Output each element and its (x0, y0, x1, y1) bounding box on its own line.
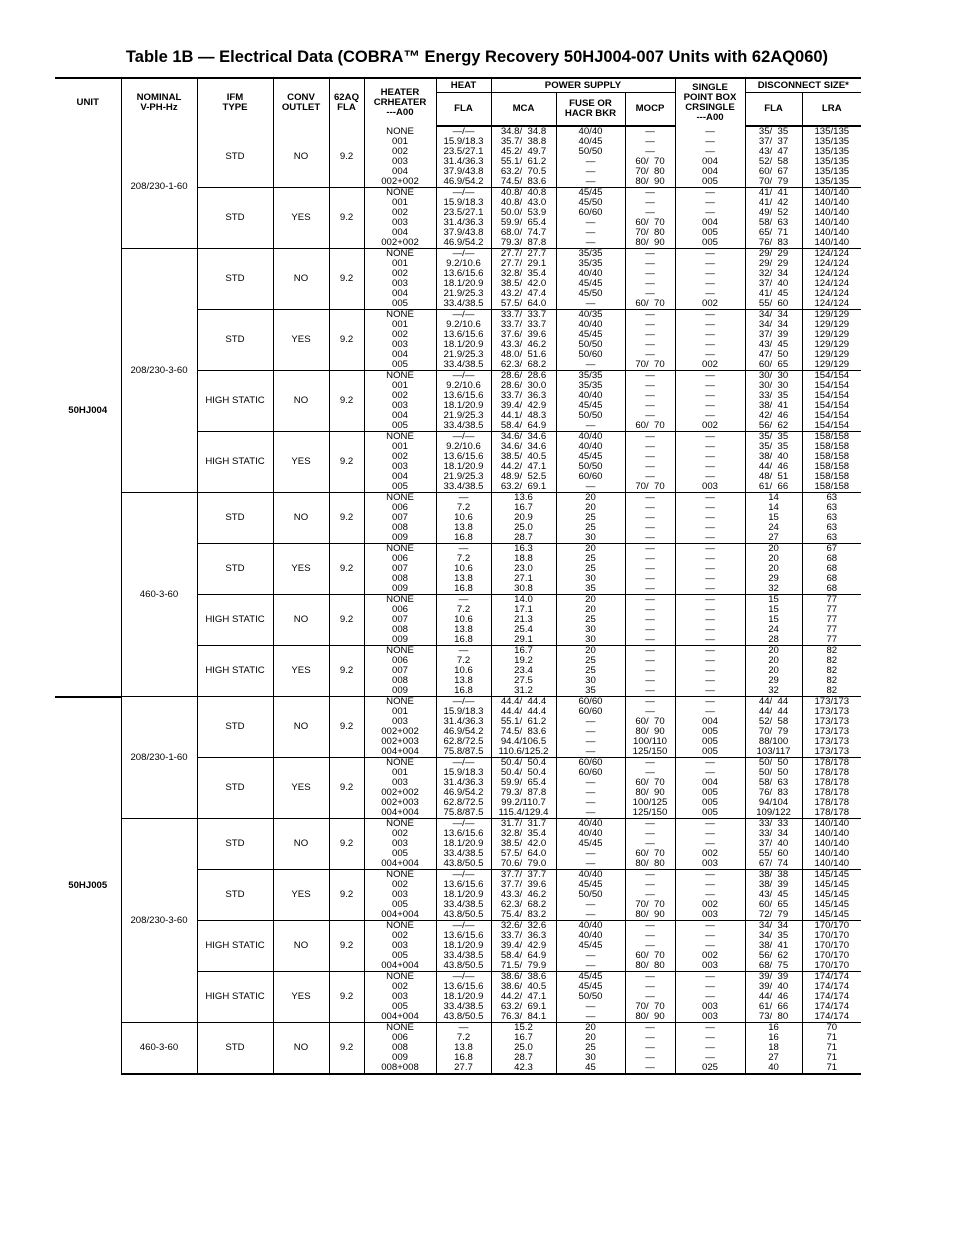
mca-cell: 16.3 18.8 23.0 27.1 30.8 (491, 544, 556, 595)
header-heat: HEAT (436, 78, 491, 93)
heat-fla-cell: —/— 15.9/18.3 31.4/36.3 46.9/54.2 62.8/72.5 75.8/87.5 (436, 697, 491, 758)
ifm-type-cell: STD (197, 249, 273, 310)
heat-fla-cell: —/— 15.9/18.3 31.4/36.3 46.9/54.2 62.8/72.5 75.8/87.5 (436, 758, 491, 819)
fuse-hacr-cell: 45/45 45/45 50/50 — — (556, 972, 625, 1023)
single-point-box-cell: — — — 002 003 (675, 870, 745, 921)
header-disconnect: DISCONNECT SIZE* (745, 78, 861, 93)
single-point-box-cell: — — — — — 003 (675, 432, 745, 493)
mocp-cell: — — — — — (625, 646, 675, 697)
conv-outlet-cell: NO (273, 371, 329, 432)
single-point-box-cell: — — — 004 005 005 (675, 188, 745, 249)
heat-fla-cell: —/— 9.2/10.6 13.6/15.6 18.1/20.9 21.9/25.3 33.4/38.5 (436, 310, 491, 371)
mocp-cell: — — — — — (625, 595, 675, 646)
ifm-type-cell: STD (197, 870, 273, 921)
conv-outlet-cell: YES (273, 544, 329, 595)
mocp-cell: — — — — — 70/ 70 (625, 432, 675, 493)
heater-cell: NONE 001 002 003 004 005 (364, 249, 436, 310)
lra-cell: 124/124 124/124 124/124 124/124 124/124 124/124 (802, 249, 861, 310)
disconnect-fla-cell: 35/ 35 35/ 35 38/ 40 44/ 46 48/ 51 61/ 66 (745, 432, 802, 493)
header-lra: LRA (802, 93, 861, 127)
aq-fla-cell: 9.2 (329, 249, 364, 310)
mocp-cell: — — — 70/ 70 80/ 90 (625, 972, 675, 1023)
heater-cell: NONE 006 007 008 009 (364, 544, 436, 595)
heater-cell: NONE 001 003 002+002 002+003 004+004 (364, 697, 436, 758)
lra-cell: 140/140 140/140 140/140 140/140 140/140 (802, 819, 861, 870)
lra-cell: 77 77 77 77 77 (802, 595, 861, 646)
mocp-cell: — — — 60/ 70 80/ 80 (625, 819, 675, 870)
disconnect-fla-cell: 38/ 38 38/ 39 43/ 45 60/ 65 72/ 79 (745, 870, 802, 921)
heater-cell: NONE 006 008 009 008+008 (364, 1023, 436, 1075)
single-point-box-cell: — — — — — (675, 493, 745, 544)
heater-cell: NONE 001 002 003 004 005 (364, 310, 436, 371)
table-row (55, 697, 861, 758)
single-point-box-cell: — — 004 005 005 005 (675, 758, 745, 819)
mocp-cell: — — — — — 70/ 70 (625, 310, 675, 371)
conv-outlet-cell: YES (273, 432, 329, 493)
single-point-box-cell: — — — — — 002 (675, 310, 745, 371)
mca-cell: 32.6/ 32.6 33.7/ 36.3 39.4/ 42.9 58.4/ 64.9 71.5/ 79.9 (491, 921, 556, 972)
header-ifm: IFM TYPE (197, 78, 273, 126)
lra-cell: 135/135 135/135 135/135 135/135 135/135 135/135 (802, 126, 861, 188)
heat-fla-cell: — 7.2 10.6 13.8 16.8 (436, 595, 491, 646)
single-point-box-cell: — — — — — (675, 544, 745, 595)
mca-cell: 50.4/ 50.4 50.4/ 50.4 59.9/ 65.4 79.3/ 87.8 99.2/110.7 115.4/129.4 (491, 758, 556, 819)
heater-cell: NONE 001 002 003 004 002+002 (364, 188, 436, 249)
heat-fla-cell: —/— 13.6/15.6 18.1/20.9 33.4/38.5 43.8/50.5 (436, 870, 491, 921)
lra-cell: 63 63 63 63 63 (802, 493, 861, 544)
lra-cell: 158/158 158/158 158/158 158/158 158/158 158/158 (802, 432, 861, 493)
electrical-data-table (55, 77, 861, 1075)
mocp-cell: — — — — — (625, 493, 675, 544)
aq-fla-cell: 9.2 (329, 432, 364, 493)
conv-outlet-cell: NO (273, 1023, 329, 1075)
aq-fla-cell: 9.2 (329, 188, 364, 249)
single-point-box-cell: — — — 002 003 (675, 819, 745, 870)
header-heat-fla: FLA (436, 93, 491, 127)
lra-cell: 145/145 145/145 145/145 145/145 145/145 (802, 870, 861, 921)
aq-fla-cell: 9.2 (329, 972, 364, 1023)
conv-outlet-cell: NO (273, 493, 329, 544)
aq-fla-cell: 9.2 (329, 758, 364, 819)
mca-cell: 27.7/ 27.7 27.7/ 29.1 32.8/ 35.4 38.5/ 42.0 43.2/ 47.4 57.5/ 64.0 (491, 249, 556, 310)
unit-cell: 50HJ004 (55, 126, 121, 697)
mca-cell: 16.7 19.2 23.4 27.5 31.2 (491, 646, 556, 697)
heat-fla-cell: —/— 13.6/15.6 18.1/20.9 33.4/38.5 43.8/50.5 (436, 972, 491, 1023)
aq-fla-cell: 9.2 (329, 371, 364, 432)
single-point-box-cell: — — — — — (675, 595, 745, 646)
disconnect-fla-cell: 29/ 29 29/ 29 32/ 34 37/ 40 41/ 45 55/ 60 (745, 249, 802, 310)
fuse-hacr-cell: 40/40 45/45 50/50 — — (556, 870, 625, 921)
heat-fla-cell: — 7.2 10.6 13.8 16.8 (436, 493, 491, 544)
table-row (55, 819, 861, 870)
heater-cell: NONE 001 002 003 004 005 (364, 432, 436, 493)
header-single-point: SINGLE POINT BOX CRSINGLE ---A00 (675, 78, 745, 126)
mocp-cell: — — — — — 60/ 70 (625, 249, 675, 310)
heater-cell: NONE 002 003 005 004+004 (364, 921, 436, 972)
fuse-hacr-cell: 40/40 40/45 50/50 — — — (556, 126, 625, 188)
mocp-cell: — — — — — (625, 1023, 675, 1075)
mca-cell: 28.6/ 28.6 28.6/ 30.0 33.7/ 36.3 39.4/ 42.9 44.1/ 48.3 58.4/ 64.9 (491, 371, 556, 432)
lra-cell: 173/173 173/173 173/173 173/173 173/173 173/173 (802, 697, 861, 758)
table-body (55, 126, 861, 1074)
lra-cell: 67 68 68 68 68 (802, 544, 861, 595)
heater-cell: NONE 002 003 005 004+004 (364, 972, 436, 1023)
conv-outlet-cell: NO (273, 697, 329, 758)
lra-cell: 170/170 170/170 170/170 170/170 170/170 (802, 921, 861, 972)
header-mca: MCA (491, 93, 556, 127)
ifm-type-cell: STD (197, 310, 273, 371)
aq-fla-cell: 9.2 (329, 544, 364, 595)
ifm-type-cell: STD (197, 126, 273, 188)
lra-cell: 129/129 129/129 129/129 129/129 129/129 129/129 (802, 310, 861, 371)
fuse-hacr-cell: 20 25 25 30 35 (556, 544, 625, 595)
lra-cell: 70 71 71 71 71 (802, 1023, 861, 1075)
header-power-supply: POWER SUPPLY (491, 78, 675, 93)
lra-cell: 174/174 174/174 174/174 174/174 174/174 (802, 972, 861, 1023)
aq-fla-cell: 9.2 (329, 870, 364, 921)
ifm-type-cell: STD (197, 188, 273, 249)
heat-fla-cell: — 7.2 10.6 13.8 16.8 (436, 544, 491, 595)
disconnect-fla-cell: 33/ 33 33/ 34 37/ 40 55/ 60 67/ 74 (745, 819, 802, 870)
conv-outlet-cell: NO (273, 595, 329, 646)
conv-outlet-cell: YES (273, 972, 329, 1023)
disconnect-fla-cell: 16 16 18 27 40 (745, 1023, 802, 1075)
voltage-cell: 208/230-1-60 (121, 126, 197, 249)
ifm-type-cell: STD (197, 819, 273, 870)
fuse-hacr-cell: 45/45 45/50 60/60 — — — (556, 188, 625, 249)
mca-cell: 33.7/ 33.7 33.7/ 33.7 37.6/ 39.6 43.3/ 46.2 48.0/ 51.6 62.3/ 68.2 (491, 310, 556, 371)
table-title: Table 1B — Electrical Data (COBRA™ Energy Recovery 50HJ004-007 Units with 62AQ060) (125, 48, 829, 66)
disconnect-fla-cell: 15 15 15 24 28 (745, 595, 802, 646)
conv-outlet-cell: YES (273, 758, 329, 819)
heater-cell: NONE 002 003 005 004+004 (364, 819, 436, 870)
conv-outlet-cell: YES (273, 188, 329, 249)
mocp-cell: — — — 60/ 70 70/ 80 80/ 90 (625, 188, 675, 249)
heater-cell: NONE 006 007 008 009 (364, 646, 436, 697)
header-fuse: FUSE OR HACR BKR (556, 93, 625, 127)
fuse-hacr-cell: 40/40 40/40 45/45 50/50 60/60 — (556, 432, 625, 493)
voltage-cell: 208/230-3-60 (121, 819, 197, 1023)
heat-fla-cell: —/— 9.2/10.6 13.6/15.6 18.1/20.9 21.9/25.3 33.4/38.5 (436, 432, 491, 493)
fuse-hacr-cell: 60/60 60/60 — — — — (556, 697, 625, 758)
aq-fla-cell: 9.2 (329, 819, 364, 870)
conv-outlet-cell: NO (273, 126, 329, 188)
mocp-cell: — — 60/ 70 80/ 90 100/125 125/150 (625, 758, 675, 819)
mocp-cell: — — — 70/ 70 80/ 90 (625, 870, 675, 921)
voltage-cell: 208/230-3-60 (121, 249, 197, 493)
single-point-box-cell: — — — — — 002 (675, 371, 745, 432)
disconnect-fla-cell: 41/ 41 41/ 42 49/ 52 58/ 63 65/ 71 76/ 83 (745, 188, 802, 249)
ifm-type-cell: HIGH STATIC (197, 646, 273, 697)
header-disc-fla: FLA (745, 93, 802, 127)
lra-cell: 178/178 178/178 178/178 178/178 178/178 178/178 (802, 758, 861, 819)
conv-outlet-cell: NO (273, 249, 329, 310)
mca-cell: 38.6/ 38.6 38.6/ 40.5 44.2/ 47.1 63.2/ 69.1 76.3/ 84.1 (491, 972, 556, 1023)
heater-cell: NONE 001 002 003 004 002+002 (364, 126, 436, 188)
table-row (55, 126, 861, 188)
mca-cell: 40.8/ 40.8 40.8/ 43.0 50.0/ 53.9 59.9/ 65.4 68.0/ 74.7 79.3/ 87.8 (491, 188, 556, 249)
mca-cell: 31.7/ 31.7 32.8/ 35.4 38.5/ 42.0 57.5/ 64.0 70.6/ 79.0 (491, 819, 556, 870)
header-heater: HEATER CRHEATER ---A00 (364, 78, 436, 126)
heat-fla-cell: —/— 9.2/10.6 13.6/15.6 18.1/20.9 21.9/25.3 33.4/38.5 (436, 371, 491, 432)
heater-cell: NONE 001 002 003 004 005 (364, 371, 436, 432)
mocp-cell: — — — 60/ 70 80/ 80 (625, 921, 675, 972)
ifm-type-cell: HIGH STATIC (197, 972, 273, 1023)
mca-cell: 34.6/ 34.6 34.6/ 34.6 38.5/ 40.5 44.2/ 47.1 48.9/ 52.5 63.2/ 69.1 (491, 432, 556, 493)
disconnect-fla-cell: 39/ 39 39/ 40 44/ 46 61/ 66 73/ 80 (745, 972, 802, 1023)
voltage-cell: 460-3-60 (121, 1023, 197, 1075)
disconnect-fla-cell: 14 14 15 24 27 (745, 493, 802, 544)
mca-cell: 15.2 16.7 25.0 28.7 42.3 (491, 1023, 556, 1075)
single-point-box-cell: — — — 002 003 (675, 921, 745, 972)
aq-fla-cell: 9.2 (329, 126, 364, 188)
ifm-type-cell: STD (197, 758, 273, 819)
mca-cell: 44.4/ 44.4 44.4/ 44.4 55.1/ 61.2 74.5/ 83.6 94.4/106.5 110.6/125.2 (491, 697, 556, 758)
conv-outlet-cell: YES (273, 646, 329, 697)
lra-cell: 154/154 154/154 154/154 154/154 154/154 154/154 (802, 371, 861, 432)
disconnect-fla-cell: 44/ 44 44/ 44 52/ 58 70/ 79 88/100 103/117 (745, 697, 802, 758)
conv-outlet-cell: YES (273, 310, 329, 371)
fuse-hacr-cell: 20 20 25 25 30 (556, 493, 625, 544)
ifm-type-cell: STD (197, 697, 273, 758)
heat-fla-cell: —/— 13.6/15.6 18.1/20.9 33.4/38.5 43.8/50.5 (436, 921, 491, 972)
conv-outlet-cell: NO (273, 921, 329, 972)
unit-cell: 50HJ005 (55, 697, 121, 1075)
single-point-box-cell: — — — — — 002 (675, 249, 745, 310)
voltage-cell: 460-3-60 (121, 493, 197, 697)
header-unit: UNIT (55, 78, 121, 126)
ifm-type-cell: HIGH STATIC (197, 371, 273, 432)
aq-fla-cell: 9.2 (329, 697, 364, 758)
conv-outlet-cell: NO (273, 819, 329, 870)
ifm-type-cell: STD (197, 493, 273, 544)
heat-fla-cell: —/— 9.2/10.6 13.6/15.6 18.1/20.9 21.9/25.3 33.4/38.5 (436, 249, 491, 310)
heat-fla-cell: —/— 15.9/18.3 23.5/27.1 31.4/36.3 37.9/43.8 46.9/54.2 (436, 126, 491, 188)
table-row (55, 1023, 861, 1075)
fuse-hacr-cell: 40/35 40/40 45/45 50/50 50/60 — (556, 310, 625, 371)
fuse-hacr-cell: 40/40 40/40 45/45 — — (556, 921, 625, 972)
header-mocp: MOCP (625, 93, 675, 127)
mocp-cell: — — — — — (625, 544, 675, 595)
aq-fla-cell: 9.2 (329, 595, 364, 646)
disconnect-fla-cell: 50/ 50 50/ 50 58/ 63 76/ 83 94/104 109/122 (745, 758, 802, 819)
fuse-hacr-cell: 35/35 35/35 40/40 45/45 45/50 — (556, 249, 625, 310)
mca-cell: 14.0 17.1 21.3 25.4 29.1 (491, 595, 556, 646)
mca-cell: 37.7/ 37.7 37.7/ 39.6 43.3/ 46.2 62.3/ 68.2 75.4/ 83.2 (491, 870, 556, 921)
disconnect-fla-cell: 34/ 34 34/ 34 37/ 39 43/ 45 47/ 50 60/ 65 (745, 310, 802, 371)
disconnect-fla-cell: 20 20 20 29 32 (745, 646, 802, 697)
header-conv: CONV OUTLET (273, 78, 329, 126)
ifm-type-cell: STD (197, 544, 273, 595)
single-point-box-cell: — — — — 025 (675, 1023, 745, 1075)
fuse-hacr-cell: 20 20 25 30 45 (556, 1023, 625, 1075)
lra-cell: 140/140 140/140 140/140 140/140 140/140 140/140 (802, 188, 861, 249)
heat-fla-cell: —/— 15.9/18.3 23.5/27.1 31.4/36.3 37.9/43.8 46.9/54.2 (436, 188, 491, 249)
single-point-box-cell: — — — 004 004 005 (675, 126, 745, 188)
mca-cell: 34.8/ 34.8 35.7/ 38.8 45.2/ 49.7 55.1/ 61.2 63.2/ 70.5 74.5/ 83.6 (491, 126, 556, 188)
mca-cell: 13.6 16.7 20.9 25.0 28.7 (491, 493, 556, 544)
header-nominal: NOMINAL V-PH-Hz (121, 78, 197, 126)
heater-cell: NONE 006 007 008 009 (364, 493, 436, 544)
heat-fla-cell: — 7.2 13.8 16.8 27.7 (436, 1023, 491, 1075)
mocp-cell: — — — — — 60/ 70 (625, 371, 675, 432)
ifm-type-cell: HIGH STATIC (197, 432, 273, 493)
aq-fla-cell: 9.2 (329, 1023, 364, 1075)
fuse-hacr-cell: 20 25 25 30 35 (556, 646, 625, 697)
fuse-hacr-cell: 40/40 40/40 45/45 — — (556, 819, 625, 870)
heater-cell: NONE 002 003 005 004+004 (364, 870, 436, 921)
lra-cell: 82 82 82 82 82 (802, 646, 861, 697)
heat-fla-cell: — 7.2 10.6 13.8 16.8 (436, 646, 491, 697)
single-point-box-cell: — — — 003 003 (675, 972, 745, 1023)
ifm-type-cell: HIGH STATIC (197, 921, 273, 972)
heater-cell: NONE 001 003 002+002 002+003 004+004 (364, 758, 436, 819)
heat-fla-cell: —/— 13.6/15.6 18.1/20.9 33.4/38.5 43.8/50.5 (436, 819, 491, 870)
aq-fla-cell: 9.2 (329, 310, 364, 371)
mocp-cell: — — 60/ 70 80/ 90 100/110 125/150 (625, 697, 675, 758)
voltage-cell: 208/230-1-60 (121, 697, 197, 819)
aq-fla-cell: 9.2 (329, 646, 364, 697)
fuse-hacr-cell: 35/35 35/35 40/40 45/45 50/50 — (556, 371, 625, 432)
header-62aq: 62AQ FLA (329, 78, 364, 126)
fuse-hacr-cell: 20 20 25 30 30 (556, 595, 625, 646)
aq-fla-cell: 9.2 (329, 921, 364, 972)
mocp-cell: — — — 60/ 70 70/ 80 80/ 90 (625, 126, 675, 188)
ifm-type-cell: HIGH STATIC (197, 595, 273, 646)
aq-fla-cell: 9.2 (329, 493, 364, 544)
single-point-box-cell: — — — — — (675, 646, 745, 697)
fuse-hacr-cell: 60/60 60/60 — — — — (556, 758, 625, 819)
disconnect-fla-cell: 34/ 34 34/ 35 38/ 41 56/ 62 68/ 75 (745, 921, 802, 972)
conv-outlet-cell: YES (273, 870, 329, 921)
table-row (55, 493, 861, 544)
table-row (55, 249, 861, 310)
disconnect-fla-cell: 20 20 20 29 32 (745, 544, 802, 595)
disconnect-fla-cell: 30/ 30 30/ 30 33/ 35 38/ 41 42/ 46 56/ 62 (745, 371, 802, 432)
heater-cell: NONE 006 007 008 009 (364, 595, 436, 646)
disconnect-fla-cell: 35/ 35 37/ 37 43/ 47 52/ 58 60/ 67 70/ 79 (745, 126, 802, 188)
ifm-type-cell: STD (197, 1023, 273, 1075)
single-point-box-cell: — — 004 005 005 005 (675, 697, 745, 758)
